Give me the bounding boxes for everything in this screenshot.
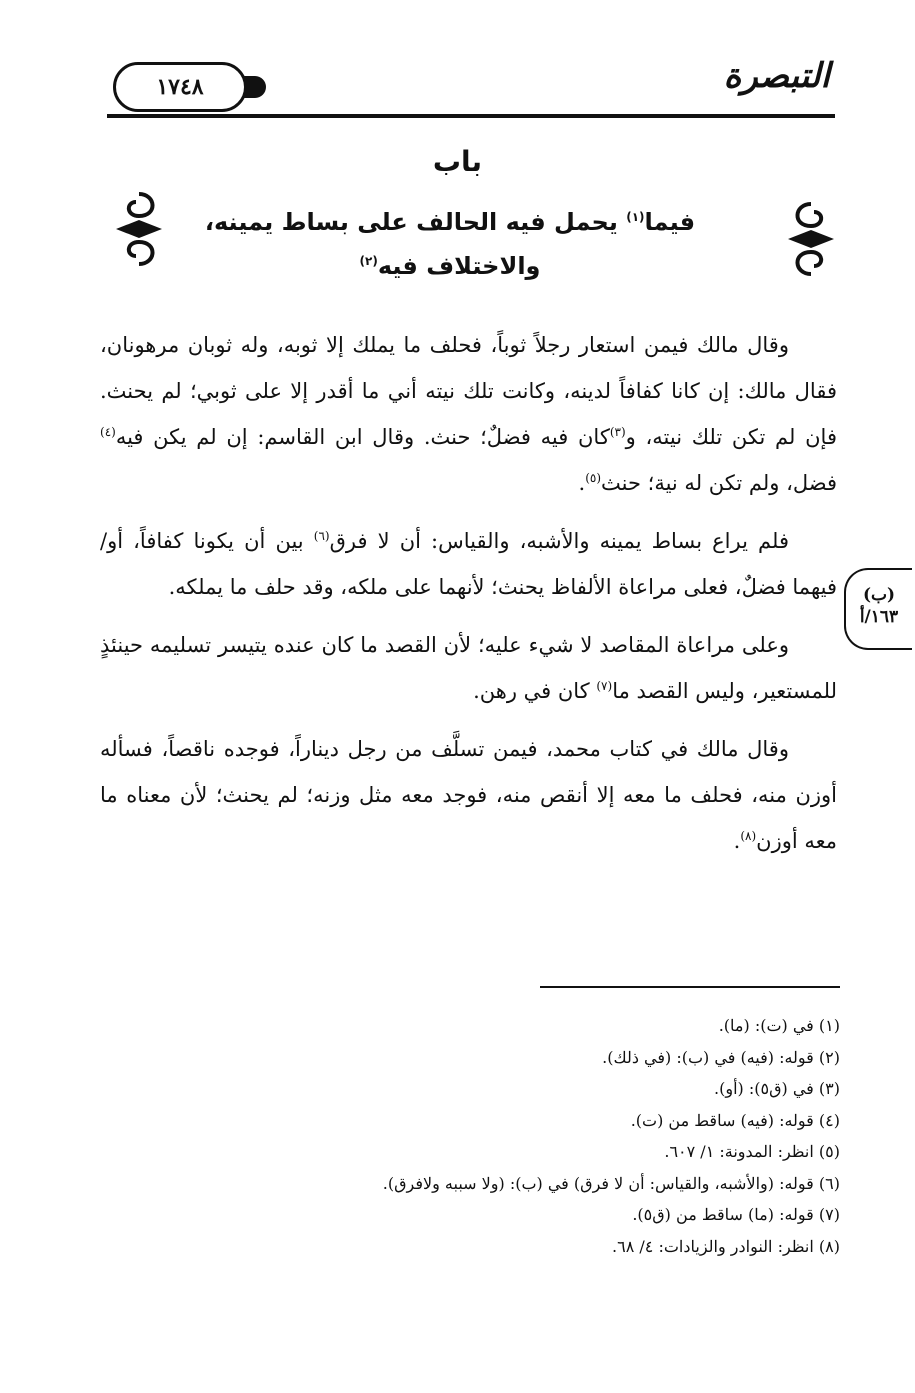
footnote: (٨) انظر: النوادر والزيادات: ٤/ ٦٨.: [612, 1236, 840, 1256]
paragraph: وقال مالك في كتاب محمد، فيمن تسلَّف من رجل ديناراً، فوجده ناقصاً، فسأله أوزن منه، فحلف ما معه إلا أنقص منه، فوجد معه مثل وزنه؛ لم يحنث؛ لأن معناه ما معه أوزن$^{(٨)}$.: [100, 737, 837, 853]
paragraph: وقال مالك فيمن استعار رجلاً ثوباً، فحلف ما يملك إلا ثوبه، وله ثوبان مرهونان، فقال مالك: إن كانا كفافاً لدينه، وكانت تلك نيته أني ما أقدر إلا على ثوبي؛ لم يحنث. فإن لم تكن تلك نيته، و$^{(٣)}$كان فيه فضلٌ؛ حنث. وقال ابن القاسم: إن لم يكن فيه$^{(٤)}$ فضل، ولم تكن له نية؛ حنث$^{(٥)}$.: [100, 333, 837, 495]
footnote-ref: (٢): [359, 254, 378, 268]
chapter-title: [175, 200, 725, 288]
page-number: ١٧٤٨: [156, 74, 204, 100]
page-number-badge: [113, 62, 247, 112]
footnote-separator: [540, 986, 840, 988]
footnote: (٥) انظر: المدونة: ١/ ٦٠٧.: [664, 1142, 840, 1161]
main-text: [100, 322, 837, 876]
chapter-title-line-2: والاختلاف فيه$^{(٢)}$: [359, 252, 541, 280]
chapter-title-line-1: فيما$^{(١)}$ يحمل فيه الحالف على بساط يمينه،: [204, 208, 696, 236]
footnote-ref: (٤): [100, 425, 116, 439]
margin-note-line-2: ١٦٣/أ: [859, 607, 899, 627]
footnote-ref: (١): [626, 210, 645, 224]
footnote-ref: (٦): [313, 529, 330, 543]
ornament-left-icon: [112, 190, 166, 268]
paragraph: فلم يراع بساط يمينه والأشبه، والقياس: أن لا فرق$^{(٦)}$ بين أن يكونا كفافاً، أو/ فيهما فضلٌ، فعلى مراعاة الألفاظ يحنث؛ لأنهما على ملكه، وقد حلف ما يملكه.: [100, 529, 837, 599]
footnote-ref: (٣): [609, 425, 626, 439]
footnote: (٢) قوله: (فيه) في (ب): (في ذلك).: [602, 1047, 840, 1067]
paragraph: وعلى مراعاة المقاصد لا شيء عليه؛ لأن القصد ما كان عنده يتيسر تسليمه حينئذٍ للمستعير، وليس القصد ما$^{(٧)}$ كان في رهن.: [100, 633, 837, 703]
chapter-label: باب: [432, 145, 483, 178]
manuscript-margin-note: [844, 568, 912, 650]
footnote: (٧) قوله: (ما) ساقط من (ق٥).: [632, 1205, 840, 1224]
footnote: (١) في (ت): (ما).: [718, 1016, 840, 1035]
footnotes: [60, 1010, 840, 1262]
ornament-right-icon: [784, 200, 838, 278]
footnote-ref: (٨): [740, 829, 757, 843]
footnote: (٣) في (ق٥): (أو).: [714, 1079, 840, 1098]
header-rule: [107, 114, 835, 118]
footnote-ref: (٥): [585, 471, 602, 485]
footnote-ref: (٧): [596, 679, 613, 693]
margin-note-line-1: (ب): [862, 585, 896, 605]
book-title: التبصرة: [723, 56, 830, 96]
footnote: (٦) قوله: (والأشبه، والقياس: أن لا فرق) في (ب): (ولا سببه ولافرق).: [382, 1173, 840, 1193]
footnote: (٤) قوله: (فيه) ساقط من (ت).: [630, 1110, 840, 1130]
